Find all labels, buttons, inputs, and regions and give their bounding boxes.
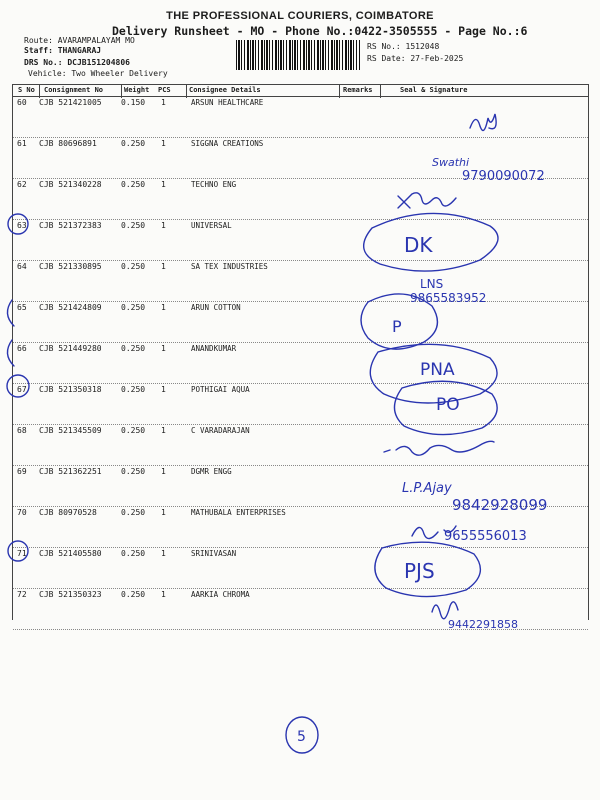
cell-consignee: ARSUN HEALTHCARE	[191, 98, 264, 107]
cell-pcs: 1	[161, 385, 166, 394]
cell-consignee: AARKIA CHROMA	[191, 590, 250, 599]
vehicle-value: Two Wheeler Delivery	[71, 69, 168, 78]
cell-weight: 0.250	[121, 221, 146, 230]
cell-pcs: 1	[161, 303, 166, 312]
table-row	[13, 301, 588, 343]
table-row	[13, 465, 588, 507]
cell-weight: 0.250	[121, 426, 146, 435]
phone-70: 9655556013	[444, 529, 527, 544]
stamp-63: DK	[404, 233, 433, 257]
cell-pcs: 1	[161, 549, 166, 558]
cell-sno: 65	[17, 303, 27, 312]
table-row	[13, 342, 588, 384]
cell-pcs: 1	[161, 344, 166, 353]
cell-pcs: 1	[161, 262, 166, 271]
col-consignee: Consignee Details	[189, 86, 261, 94]
delivery-table	[12, 84, 589, 620]
cell-consignee: SRINIVASAN	[191, 549, 237, 558]
company-title: THE PROFESSIONAL COURIERS, COIMBATORE	[166, 10, 434, 22]
cell-consignment: CJB 521350318	[39, 385, 102, 394]
drs-label: DRS No.:	[24, 58, 63, 67]
route-value: AVARAMPALAYAM MO	[57, 36, 135, 45]
phone-72: 9442291858	[448, 618, 518, 631]
stamp-65: P	[392, 317, 402, 336]
stamp-71: PJS	[404, 559, 435, 583]
cell-consignment: CJB 521362251	[39, 467, 102, 476]
cell-consignment: CJB 521340228	[39, 180, 102, 189]
cell-consignment: CJB 521421005	[39, 98, 102, 107]
vehicle-label: Vehicle:	[28, 69, 67, 78]
cell-sno: 64	[17, 262, 27, 271]
drs-line	[24, 58, 130, 68]
table-row	[13, 178, 588, 220]
barcode	[236, 40, 360, 70]
table-row	[13, 547, 588, 589]
cell-weight: 0.250	[121, 385, 146, 394]
cell-pcs: 1	[161, 98, 166, 107]
cell-consignee: POTHIGAI AQUA	[191, 385, 250, 394]
cell-consignee: DGMR ENGG	[191, 467, 232, 476]
stamp-66: PNA	[420, 360, 455, 380]
cell-consignee: TECHNO ENG	[191, 180, 237, 189]
cell-pcs: 1	[161, 590, 166, 599]
cell-weight: 0.250	[121, 590, 146, 599]
stamp-67: PO	[436, 395, 460, 415]
cell-sno: 66	[17, 344, 27, 353]
table-row	[13, 383, 588, 425]
table-row	[13, 424, 588, 466]
col-weight: Weight	[124, 86, 150, 94]
cell-consignee: SA TEX INDUSTRIES	[191, 262, 268, 271]
page-number-circle	[286, 717, 318, 753]
col-signature: Seal & Signature	[400, 86, 468, 94]
cell-sno: 71	[17, 549, 27, 558]
cell-consignment: CJB 521350323	[39, 590, 102, 599]
cell-weight: 0.250	[121, 467, 146, 476]
rs-no-label: RS No.:	[367, 42, 401, 51]
rs-no-value: 1512048	[405, 42, 440, 51]
cell-sno: 67	[17, 385, 27, 394]
cell-sno: 68	[17, 426, 27, 435]
rs-date-value: 27-Feb-2025	[410, 54, 464, 63]
cell-pcs: 1	[161, 139, 166, 148]
cell-weight: 0.150	[121, 98, 146, 107]
cell-pcs: 1	[161, 467, 166, 476]
cell-weight: 0.250	[121, 180, 146, 189]
cell-consignment: CJB 521405580	[39, 549, 102, 558]
cell-consignee: UNIVERSAL	[191, 221, 232, 230]
phone-61: 9790090072	[462, 169, 545, 184]
cell-weight: 0.250	[121, 303, 146, 312]
staff-value: THANGARAJ	[57, 46, 102, 55]
table-row	[13, 137, 588, 179]
cell-consignee: MATHUBALA ENTERPRISES	[191, 508, 286, 517]
sig-69: L.P.Ajay	[402, 481, 452, 496]
cell-pcs: 1	[161, 508, 166, 517]
table-row	[13, 506, 588, 548]
drs-value: DCJB151204806	[67, 58, 130, 67]
cell-sno: 61	[17, 139, 27, 148]
col-pcs: PCS	[158, 86, 171, 94]
cell-consignee: ARUN COTTON	[191, 303, 241, 312]
cell-consignment: CJB 521372383	[39, 221, 102, 230]
vehicle-line	[28, 69, 168, 79]
col-sno: S No	[18, 86, 35, 94]
cell-weight: 0.250	[121, 344, 146, 353]
cell-consignment: CJB 521345509	[39, 426, 102, 435]
table-row	[13, 96, 588, 138]
cell-pcs: 1	[161, 221, 166, 230]
cell-consignee: ANANDKUMAR	[191, 344, 237, 353]
cell-weight: 0.250	[121, 139, 146, 148]
cell-weight: 0.250	[121, 549, 146, 558]
cell-pcs: 1	[161, 180, 166, 189]
phone-64: 9865583952	[410, 291, 487, 305]
cell-consignment: CJB 80970528	[39, 508, 97, 517]
cell-consignment: CJB 80696891	[39, 139, 97, 148]
table-row	[13, 219, 588, 261]
cell-sno: 63	[17, 221, 27, 230]
table-row	[13, 588, 588, 630]
page-mark: 5	[297, 729, 306, 745]
staff-line	[24, 46, 101, 56]
cell-pcs: 1	[161, 426, 166, 435]
cell-consignment: CJB 521330895	[39, 262, 102, 271]
cell-sno: 72	[17, 590, 27, 599]
sig-61: Swathi	[432, 156, 470, 169]
cell-consignment: CJB 521449280	[39, 344, 102, 353]
cell-sno: 70	[17, 508, 27, 517]
cell-consignee: SIGGNA CREATIONS	[191, 139, 264, 148]
cell-sno: 69	[17, 467, 27, 476]
rs-no-line	[367, 42, 439, 51]
sig-64: LNS	[420, 277, 444, 291]
rs-date-line	[367, 54, 463, 63]
route-label: Route:	[24, 36, 53, 45]
col-remarks: Remarks	[343, 86, 373, 94]
col-consignment: Consignment No	[44, 86, 104, 94]
cell-consignment: CJB 521424809	[39, 303, 102, 312]
cell-weight: 0.250	[121, 508, 146, 517]
route-line	[24, 36, 135, 46]
table-row	[13, 260, 588, 302]
cell-weight: 0.250	[121, 262, 146, 271]
staff-label: Staff:	[24, 46, 53, 55]
rs-date-label: RS Date:	[367, 54, 406, 63]
phone-69: 9842928099	[452, 496, 548, 514]
cell-sno: 62	[17, 180, 27, 189]
runsheet-title: Delivery Runsheet - MO - Phone No.:0422-3505555 - Page No.:6	[112, 24, 528, 38]
cell-consignee: C VARADARAJAN	[191, 426, 250, 435]
cell-sno: 60	[17, 98, 27, 107]
